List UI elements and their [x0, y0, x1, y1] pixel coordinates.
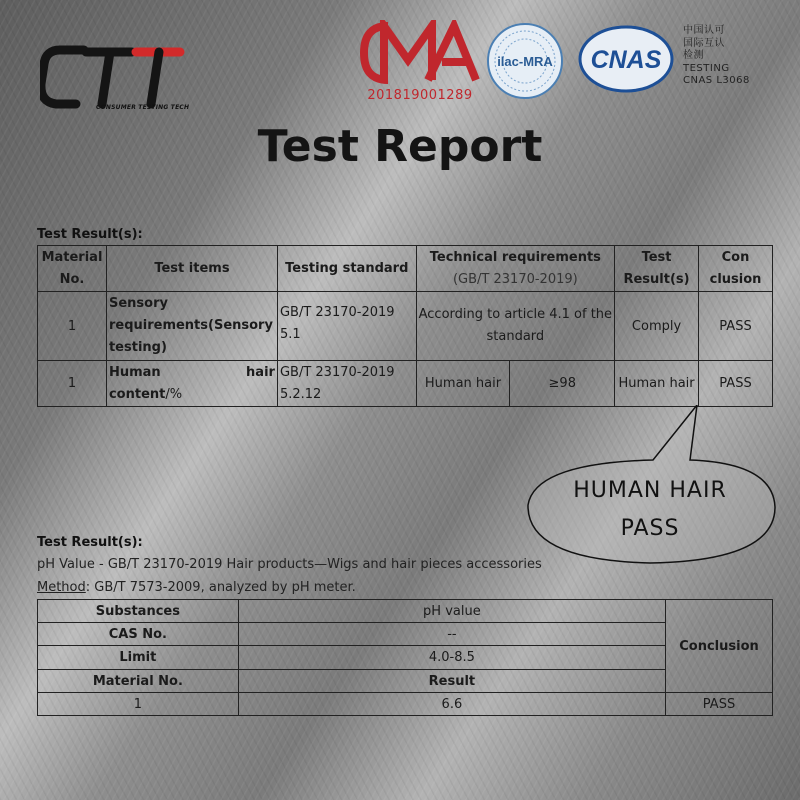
- report-title: Test Report: [257, 121, 543, 172]
- callout-line: HUMAN HAIR: [573, 478, 727, 503]
- cell-material-no: 1: [38, 693, 239, 716]
- table-row: [38, 361, 773, 407]
- cma-logo: [358, 20, 480, 86]
- ilac-mra-logo: [485, 21, 565, 101]
- table-row: [38, 292, 773, 361]
- cell-requirement-label: Human hair: [416, 361, 510, 407]
- results-table-1: [37, 245, 773, 407]
- cell-conclusion: PASS: [666, 693, 773, 716]
- header-tech-req-line2: (GB/T 23170-2019): [452, 271, 578, 287]
- table-row: [38, 670, 773, 693]
- method-line: [37, 580, 356, 595]
- cell-result-value: 6.6: [238, 693, 665, 716]
- header-conclusion: Con clusion: [699, 246, 773, 292]
- table-header-row: [38, 246, 773, 292]
- logo-subtitle: CONSUMER TESTING TECH: [96, 104, 190, 111]
- method-label: Method: [37, 580, 86, 595]
- header-test-items: Test items: [106, 246, 277, 292]
- callout-text: [540, 472, 760, 548]
- cnas-line: 中国认可: [683, 25, 725, 36]
- test-item-word: content: [108, 386, 166, 402]
- header-material-no: Material No.: [38, 246, 107, 292]
- cell-material-label: Material No.: [38, 670, 239, 693]
- cell-requirement-value: ≥98: [510, 361, 615, 407]
- section-1-label: Test Result(s):: [37, 227, 143, 242]
- cell-conclusion: PASS: [699, 361, 773, 407]
- cell-substances-label: Substances: [38, 600, 239, 623]
- test-item-word: hair: [246, 364, 275, 380]
- results-table-2: [37, 599, 773, 716]
- header-testing-standard: Testing standard: [277, 246, 416, 292]
- cell-test-item: Sensory requirements(Sensory testing): [106, 292, 277, 361]
- cell-substances-value: pH value: [238, 600, 665, 623]
- table-row: [38, 693, 773, 716]
- cell-material-no: 1: [38, 361, 107, 407]
- ph-description: pH Value - GB/T 23170-2019 Hair products—Wigs and hair pieces accessories: [37, 557, 542, 572]
- section-2-label: Test Result(s):: [37, 535, 143, 550]
- cell-material-no: 1: [38, 292, 107, 361]
- ilac-text: ilac-MRA: [497, 54, 553, 69]
- cell-result-label: Result: [238, 670, 665, 693]
- cell-cas-value: --: [238, 623, 665, 646]
- cnas-text-block: [683, 25, 750, 88]
- table-row: [38, 623, 773, 646]
- test-item-unit: /%: [165, 386, 183, 402]
- test-item-word: Human: [108, 364, 161, 380]
- cell-test-item: [106, 361, 277, 407]
- cell-standard: GB/T 23170-2019 5.1: [277, 292, 416, 361]
- cell-requirement: According to article 4.1 of the standard: [416, 292, 615, 361]
- cell-result: Human hair: [615, 361, 699, 407]
- table-row: [38, 600, 773, 623]
- cma-number: 201819001289: [367, 88, 473, 103]
- cell-conclusion: PASS: [699, 292, 773, 361]
- cell-result: Comply: [615, 292, 699, 361]
- header-technical-requirements: [416, 246, 615, 292]
- cnas-line: TESTING: [683, 62, 730, 74]
- cnas-line: 检测: [683, 50, 704, 61]
- table-row: [38, 646, 773, 670]
- cell-standard: GB/T 23170-2019 5.2.12: [277, 361, 416, 407]
- cell-cas-label: CAS No.: [38, 623, 239, 646]
- cnas-logo: [578, 24, 674, 94]
- header-tech-req-line1: Technical requirements: [429, 249, 601, 265]
- cnas-mark: CNAS: [590, 46, 662, 74]
- cell-limit-label: Limit: [38, 646, 239, 670]
- header-test-results: Test Result(s): [615, 246, 699, 292]
- method-text: : GB/T 7573-2009, analyzed by pH meter.: [85, 580, 356, 595]
- cnas-line: CNAS L3068: [683, 75, 750, 86]
- cell-limit-value: 4.0-8.5: [238, 646, 665, 670]
- cell-conclusion-header: Conclusion: [666, 600, 773, 693]
- callout-line: PASS: [620, 516, 680, 541]
- cnas-line: 国际互认: [683, 37, 725, 49]
